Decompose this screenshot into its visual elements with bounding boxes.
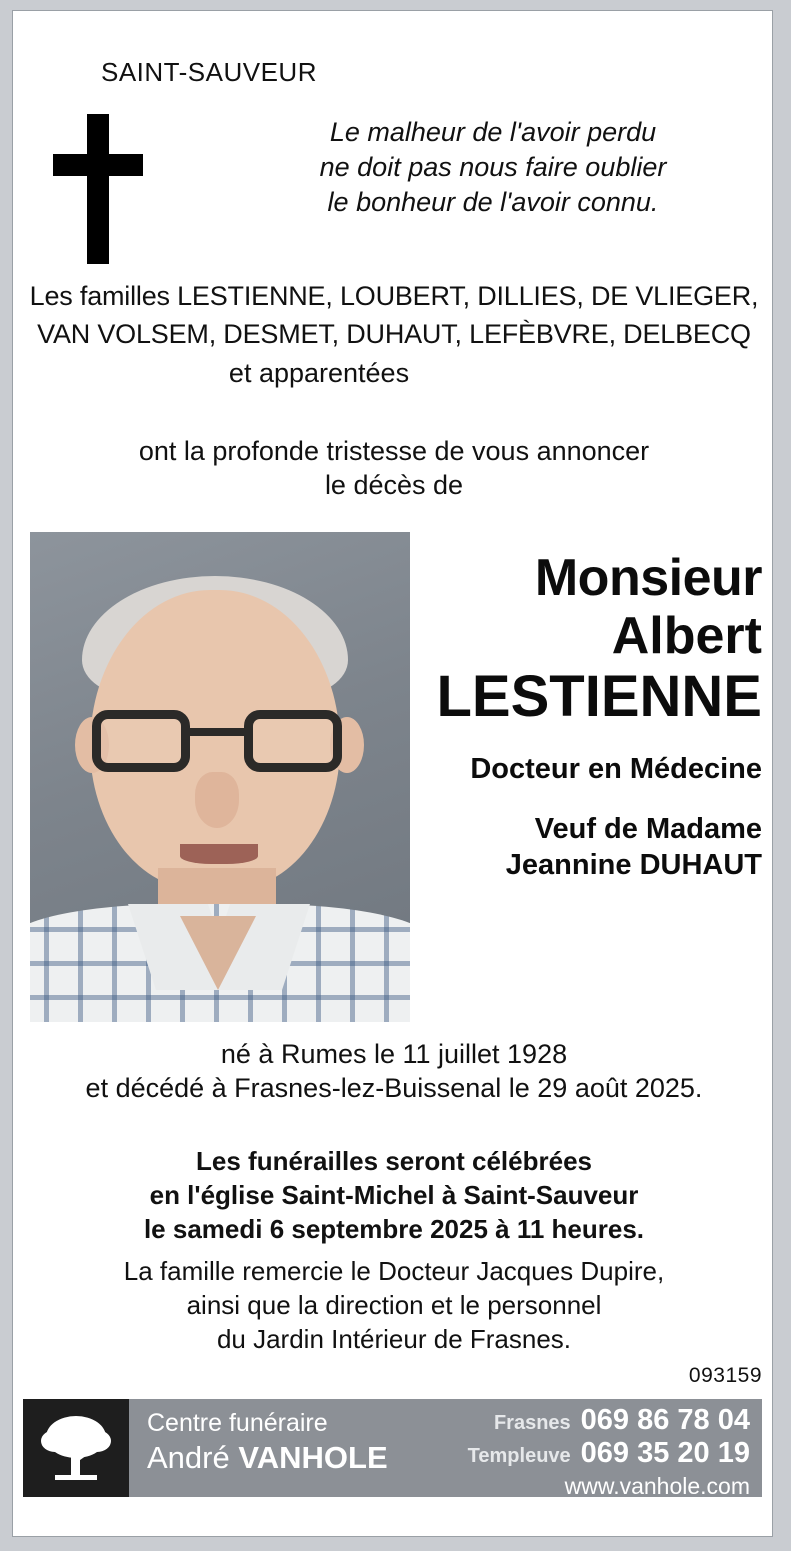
- cross-icon: [43, 114, 151, 264]
- portrait-lens-left: [92, 710, 190, 772]
- contact-row-frasnes: [420, 1405, 750, 1438]
- deceased-profession: Docteur en Médecine: [470, 753, 762, 785]
- memorial-verse: [233, 115, 753, 220]
- brand-subtitle: Centre funéraire: [147, 1409, 328, 1437]
- brand-name: [147, 1439, 420, 1477]
- brand-firstname: André: [147, 1440, 230, 1475]
- deceased-spouse: [418, 811, 762, 883]
- locality-label: SAINT-SAUVEUR: [101, 57, 317, 87]
- families-block: [29, 277, 759, 393]
- thanks-line-1: La famille remercie le Docteur Jacques Dupire,: [123, 1256, 665, 1286]
- verse-line-2: ne doit pas nous faire oublier: [319, 152, 667, 182]
- families-line-1: Les familles LESTIENNE, LOUBERT, DILLIES, DE VLIEGER,: [29, 281, 759, 311]
- funeral-line-3: le samedi 6 septembre 2025 à 11 heures.: [143, 1214, 645, 1244]
- deceased-firstname: Albert: [611, 607, 762, 665]
- portrait-glasses-bridge: [190, 728, 244, 736]
- portrait-nose: [195, 772, 239, 828]
- portrait-mouth: [180, 844, 258, 864]
- tree-icon: [23, 1399, 129, 1497]
- contact-phone-frasnes[interactable]: 069 86 78 04: [580, 1404, 750, 1436]
- families-line-2: VAN VOLSEM, DESMET, DUHAUT, LEFÈBVRE, DELBECQ: [37, 319, 751, 349]
- funeral-line-1: Les funérailles seront célébrées: [196, 1146, 592, 1176]
- website-link[interactable]: www.vanhole.com: [564, 1473, 750, 1499]
- verse-line-1: Le malheur de l'avoir perdu: [329, 117, 657, 147]
- funeral-line-2: en l'église Saint-Michel à Saint-Sauveur: [149, 1180, 639, 1210]
- portrait-lens-right: [244, 710, 342, 772]
- deceased-name-block: [418, 549, 762, 883]
- brand-lastname: VANHOLE: [238, 1440, 388, 1475]
- death-notice-card: [12, 10, 773, 1537]
- spouse-line-1: Veuf de Madame: [534, 813, 762, 845]
- announcement-line-2: le décès de: [324, 470, 464, 500]
- thanks-message: [29, 1254, 759, 1356]
- deceased-title: Monsieur: [534, 549, 762, 607]
- reference-number: 093159: [688, 1364, 762, 1387]
- spouse-line-2: Jeannine DUHAUT: [505, 849, 762, 881]
- birth-death-dates: [29, 1037, 759, 1105]
- deceased-lastname: LESTIENNE: [436, 664, 762, 729]
- contact-city-frasnes: Frasnes: [493, 1412, 571, 1434]
- contact-row-templeuve: [420, 1438, 750, 1471]
- cross-vertical-bar: [87, 114, 109, 264]
- contact-block: [420, 1399, 762, 1497]
- families-line-3: et apparentées: [228, 358, 410, 388]
- funeral-home-brand: [129, 1399, 420, 1497]
- funeral-details: [29, 1144, 759, 1246]
- verse-line-3: le bonheur de l'avoir connu.: [327, 187, 659, 217]
- contact-city-templeuve: Templeuve: [467, 1445, 571, 1467]
- portrait-glasses: [92, 710, 342, 772]
- announcement-line-1: ont la profonde tristesse de vous annoncer: [138, 436, 650, 466]
- thanks-line-2: ainsi que la direction et le personnel: [186, 1290, 602, 1320]
- deceased-portrait-photo: [30, 532, 410, 1022]
- birth-line: né à Rumes le 11 juillet 1928: [220, 1039, 568, 1069]
- funeral-home-footer: [23, 1399, 762, 1497]
- cross-horizontal-bar: [53, 154, 143, 176]
- death-line: et décédé à Frasnes-lez-Buissenal le 29 août 2025.: [85, 1073, 703, 1103]
- announcement-text: [29, 434, 759, 502]
- contact-phone-templeuve[interactable]: 069 35 20 19: [580, 1437, 750, 1469]
- notice-inner: [23, 19, 762, 1528]
- thanks-line-3: du Jardin Intérieur de Frasnes.: [216, 1324, 572, 1354]
